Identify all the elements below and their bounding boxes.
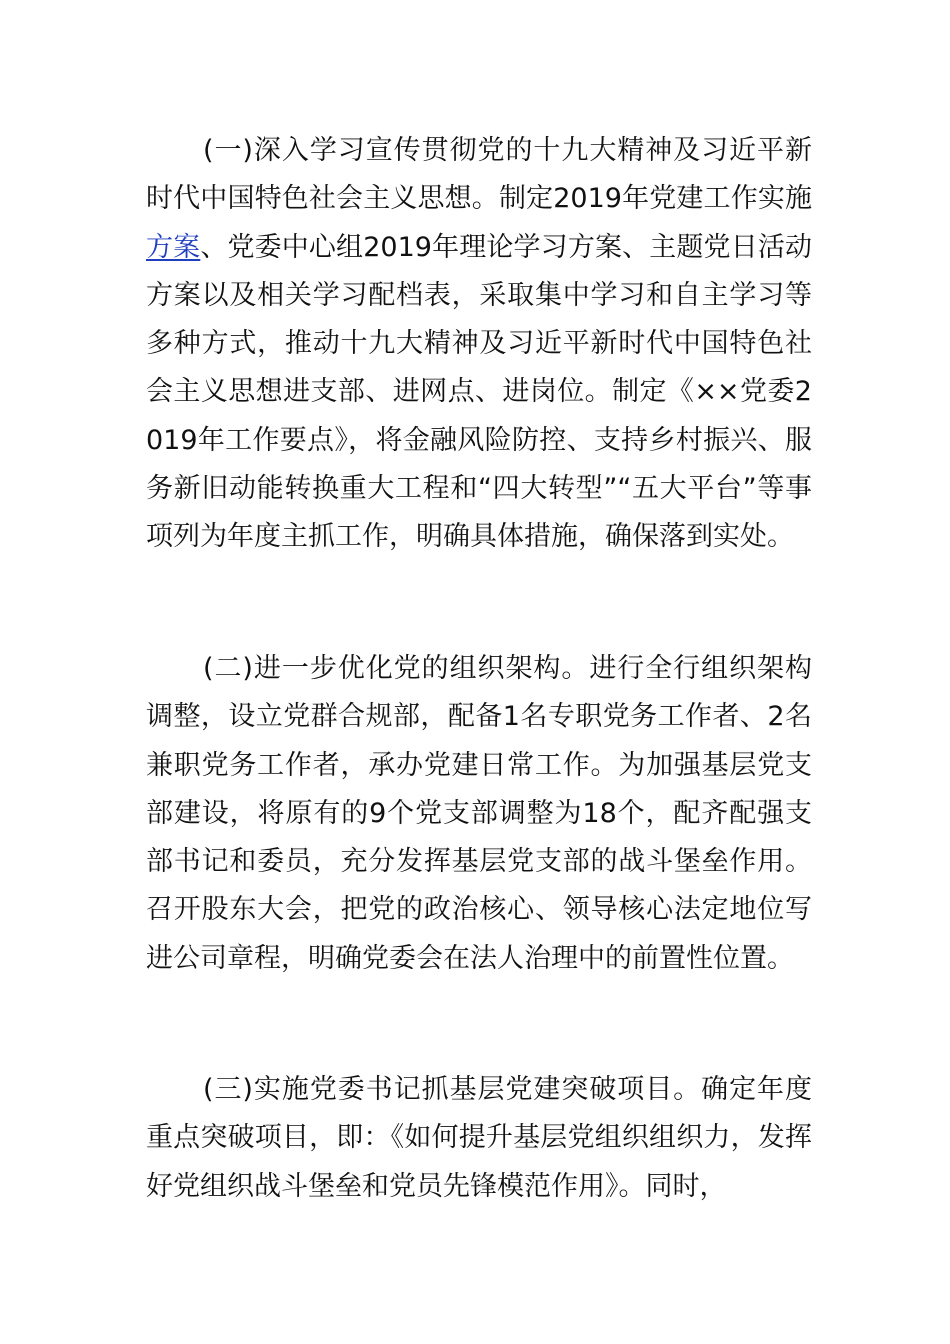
- paragraph-1-text-before-link: (一)深入学习宣传贯彻党的十九大精神及习近平新时代中国特色社会主义思想。制定2019年党建工作实施: [146, 135, 812, 215]
- plan-link[interactable]: 方案: [146, 231, 201, 263]
- paragraph-1-text-after-link: 、党委中心组2019年理论学习方案、主题党日活动方案以及相关学习配档表，采取集中学习和自主学习等多种方式，推动十九大精神及习近平新时代中国特色社会主义思想进支部、进网点、进岗位。制定《××党委2019年工作要点》，将金融风险防控、支持乡村振兴、服务新旧动能转换重大工程和“四大转型”“五大平台”等事项列为年度主抓工作，明确具体措施，确保落到实处。: [146, 231, 813, 553]
- paragraph-3: (三)实施党委书记抓基层党建突破项目。确定年度重点突破项目，即：《如何提升基层党组织组织力，发挥好党组织战斗堡垒和党员先锋模范作用》。同时，: [146, 1074, 812, 1202]
- paragraph-1: [146, 127, 812, 562]
- paragraph-2: (二)进一步优化党的组织架构。进行全行组织架构调整，设立党群合规部，配备1名专职党务工作者、2名兼职党务工作者，承办党建日常工作。为加强基层党支部建设，将原有的9个党支部调整为18个，配齐配强支部书记和委员，充分发挥基层党支部的战斗堡垒作用。召开股东大会，把党的政治核心、领导核心法定地位写进公司章程，明确党委会在法人治理中的前置性位置。: [146, 653, 812, 974]
